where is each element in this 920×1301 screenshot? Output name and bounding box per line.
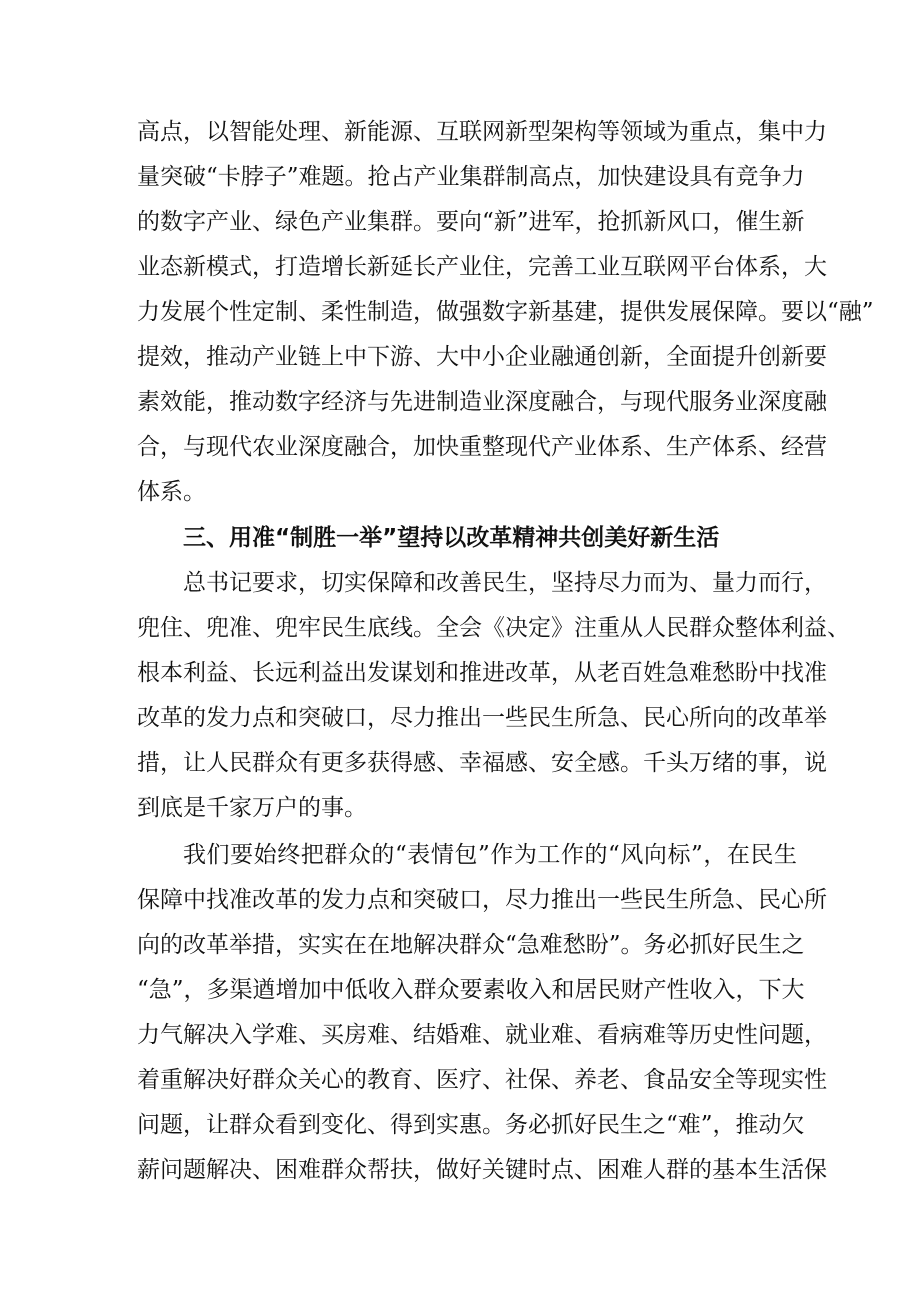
paragraph-line: 问题，让群众看到变化、得到实惠。务必抓好民生之“难”，推动欠: [137, 1112, 805, 1138]
section-heading: 三、用准“制胜一举”望持以改革精神共创美好新生活: [183, 525, 720, 551]
paragraph-line: 量突破“卡脖子”难题。抢占产业集群制高点，加快建设具有竞争力: [137, 164, 805, 190]
paragraph-line: 向的改革举措，实实在在地解决群众“急难愁盼”。务必抓好民生之: [137, 932, 805, 958]
paragraph-line: 力发展个性定制、柔性制造，做强数字新基建，提供发展保障。要以“融”: [137, 299, 874, 325]
paragraph-line: 措，让人民群众有更多获得感、幸福感、安全感。千头万绪的事，说: [137, 750, 827, 776]
paragraph-line: 体系。: [137, 479, 206, 505]
paragraph-line: 合，与现代农业深度融合，加快重整现代产业体系、生产体系、经营: [137, 434, 827, 460]
paragraph-line: 素效能，推动数字经济与先进制造业深度融合，与现代服务业深度融: [137, 389, 827, 415]
paragraph-line: 到底是千家万户的事。: [137, 795, 367, 821]
paragraph-line: “急”，多渠遒增加中低收入群众要素收入和居民财产性收入，下大: [137, 977, 805, 1003]
paragraph-line: 提效，推动产业链上中下游、大中小企业融通创新，全面提升创新要: [137, 344, 827, 370]
paragraph-line: 保障中找准改革的发力点和突破口，尽力推出一些民生所急、民心所: [137, 887, 827, 913]
paragraph-line: 我们要始终把群众的“表情包”作为工作的“风向标”，在民生: [183, 842, 797, 868]
paragraph-line: 着重解决好群众关心的教育、医疗、社保、养老、食品安全等现实性: [137, 1067, 827, 1093]
paragraph-line: 力气解决入学难、买房难、结婚难、就业难、看病难等历史性问题，: [137, 1022, 827, 1048]
paragraph-line: 兜住、兜准、兜牢民生底线。全会《决定》注重从人民群众整体利益、: [137, 615, 850, 641]
paragraph-line: 总书记要求，切实保障和改善民生，坚持尽力而为、量力而行，: [183, 570, 827, 596]
paragraph-line: 的数字产业、绿色产业集群。要向“新”进军，抢抓新风口，催生新: [137, 209, 805, 235]
paragraph-line: 根本利益、长远利益出发谋划和推进改革，从老百姓急难愁盼中找准: [137, 660, 827, 686]
paragraph-line: 高点，以智能处理、新能源、互联网新型架构等领域为重点，集中力: [137, 119, 827, 145]
paragraph-line: 改革的发力点和突破口，尽力推出一些民生所急、民心所向的改革举: [137, 705, 827, 731]
paragraph-line: 薪问题解决、困难群众帮扶，做好关键时点、困难人群的基本生活保: [137, 1157, 827, 1183]
paragraph-line: 业态新模式，打造增长新延长产业住，完善工业互联网平台体系，大: [137, 254, 827, 280]
